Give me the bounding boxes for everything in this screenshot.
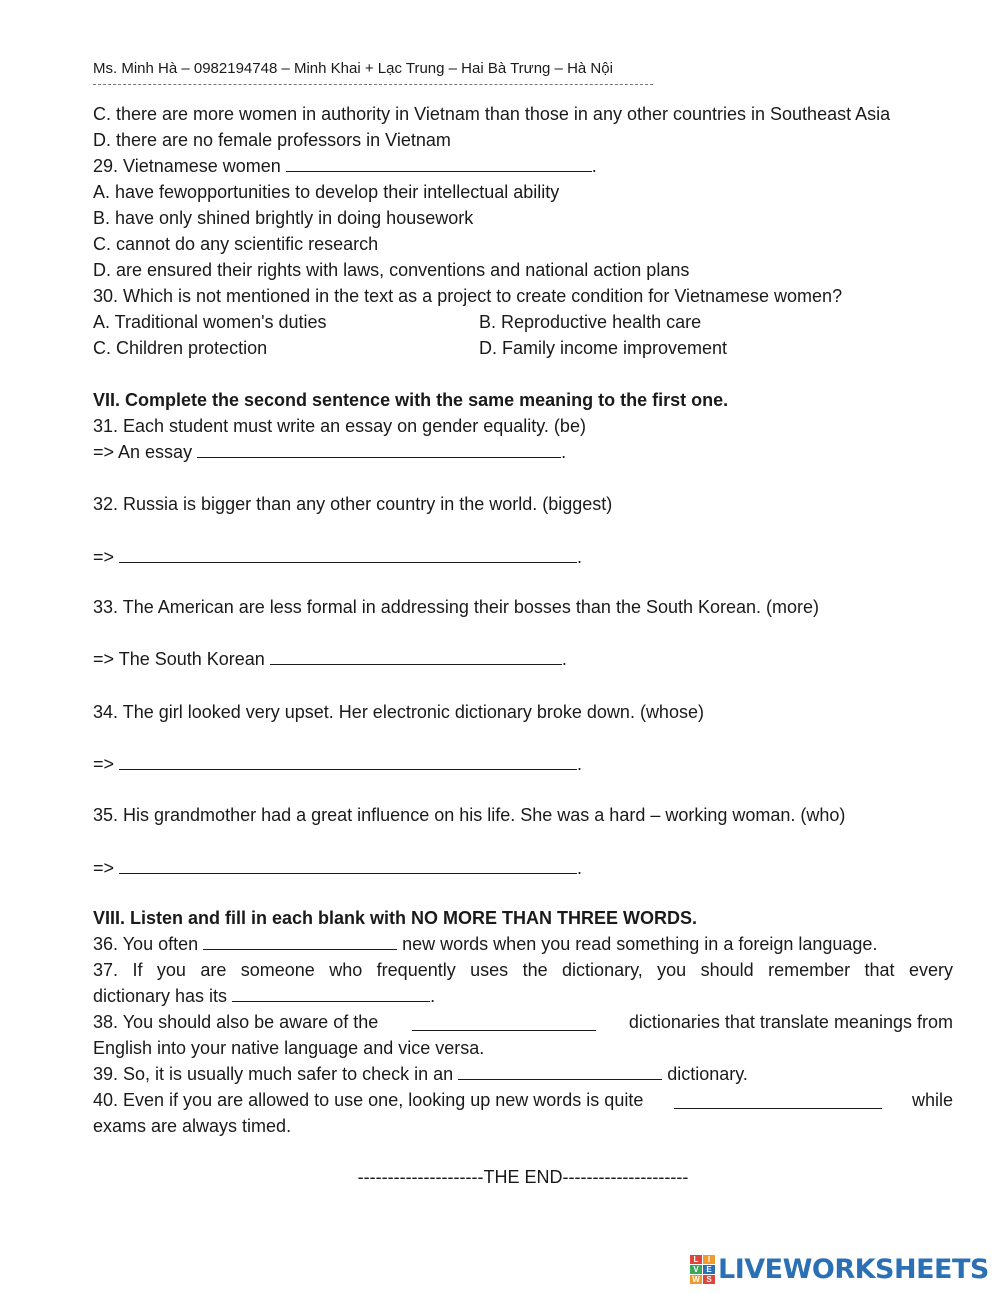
liveworksheets-wordmark: LIVEWORKSHEETS (718, 1253, 989, 1285)
q29-option-b: B. have only shined brightly in doing housework (93, 208, 474, 228)
q30-option-a: A. Traditional women's duties (93, 312, 327, 332)
q29-option-d: D. are ensured their rights with laws, conventions and national action plans (93, 260, 690, 280)
q37-line-1: 37. If you are someone who frequently uses the dictionary, you should remember that every (93, 960, 953, 980)
q30-option-c: C. Children protection (93, 338, 268, 358)
q34-arrow: => (93, 754, 115, 774)
q37-period: . (430, 986, 436, 1006)
q34-answer-blank[interactable] (119, 753, 577, 770)
q31-answer-line (93, 441, 566, 463)
liveworksheets-brand (690, 1254, 989, 1284)
q35-period: . (577, 858, 583, 878)
q32-answer-line (93, 546, 582, 568)
q29-period: . (591, 156, 597, 176)
q31-prefix: => An essay (93, 442, 193, 462)
q38-text-a: 38. You should also be aware of the (93, 1012, 379, 1032)
the-end-marker: ---------------------THE END--------------------- (357, 1167, 689, 1187)
q28-option-c: C. there are more women in authority in Vietnam than those in any other countries in Southeast Asia (93, 104, 891, 124)
header-divider (93, 84, 653, 85)
q38-line-2: English into your native language and vice versa. (93, 1038, 485, 1058)
q33-prompt: 33. The American are less formal in addressing their bosses than the South Korean. (more) (93, 597, 820, 617)
q40-text-a: 40. Even if you are allowed to use one, looking up new words is quite (93, 1090, 644, 1110)
q36-line (93, 933, 877, 955)
q35-arrow: => (93, 858, 115, 878)
q38-line-1 (93, 1011, 953, 1033)
q39-text-b: dictionary. (667, 1064, 748, 1084)
q33-answer-line (93, 648, 567, 670)
q34-answer-line (93, 753, 582, 775)
q29-option-c: C. cannot do any scientific research (93, 234, 379, 254)
q33-prefix: => The South Korean (93, 649, 265, 669)
q37-answer-blank[interactable] (232, 985, 430, 1002)
q37-line-2 (93, 985, 435, 1007)
q35-answer-blank[interactable] (119, 857, 577, 874)
q32-answer-blank[interactable] (119, 546, 577, 563)
q39-line (93, 1063, 748, 1085)
q31-period: . (561, 442, 567, 462)
q36-text-a: 36. You often (93, 934, 199, 954)
section-viii-title: VIII. Listen and fill in each blank with NO MORE THAN THREE WORDS. (93, 908, 698, 928)
q35-prompt: 35. His grandmother had a great influence on his life. She was a hard – working woman. (who) (93, 805, 846, 825)
liveworksheets-logo-icon: L I V E W S (690, 1255, 714, 1283)
q29-answer-blank[interactable] (286, 155, 592, 172)
q31-prompt: 31. Each student must write an essay on gender equality. (be) (93, 416, 586, 436)
q39-text-a: 39. So, it is usually much safer to check in an (93, 1064, 454, 1084)
q30-stem: 30. Which is not mentioned in the text as a project to create condition for Vietnamese women? (93, 286, 843, 306)
q36-answer-blank[interactable] (203, 933, 397, 950)
q30-option-b: B. Reproductive health care (479, 312, 702, 332)
q31-answer-blank[interactable] (197, 441, 561, 458)
q39-answer-blank[interactable] (458, 1063, 662, 1080)
q29-option-a: A. have fewopportunities to develop their intellectual ability (93, 182, 560, 202)
teacher-header: Ms. Minh Hà – 0982194748 – Minh Khai + Lạc Trung – Hai Bà Trưng – Hà Nội (93, 60, 613, 77)
q34-period: . (577, 754, 583, 774)
q35-answer-line (93, 857, 582, 879)
q32-arrow: => (93, 547, 115, 567)
q33-period: . (561, 649, 567, 669)
q32-prompt: 32. Russia is bigger than any other country in the world. (biggest) (93, 494, 613, 514)
q30-option-d: D. Family income improvement (479, 338, 728, 358)
q38-answer-blank[interactable] (412, 1014, 596, 1031)
q37-text-b: dictionary has its (93, 986, 228, 1006)
q29-stem-text: 29. Vietnamese women (93, 156, 281, 176)
q40-answer-blank[interactable] (674, 1092, 882, 1109)
section-vii-title: VII. Complete the second sentence with the same meaning to the first one. (93, 390, 729, 410)
q38-text-b: dictionaries that translate meanings from (628, 1012, 953, 1032)
q33-answer-blank[interactable] (270, 648, 562, 665)
q40-line-2: exams are always timed. (93, 1116, 292, 1136)
q36-text-b: new words when you read something in a foreign language. (402, 934, 878, 954)
q29-stem (93, 155, 597, 177)
q32-period: . (577, 547, 583, 567)
q34-prompt: 34. The girl looked very upset. Her electronic dictionary broke down. (whose) (93, 702, 704, 722)
q40-text-b: while (911, 1090, 953, 1110)
q28-option-d: D. there are no female professors in Vietnam (93, 130, 451, 150)
q40-line-1 (93, 1089, 953, 1111)
